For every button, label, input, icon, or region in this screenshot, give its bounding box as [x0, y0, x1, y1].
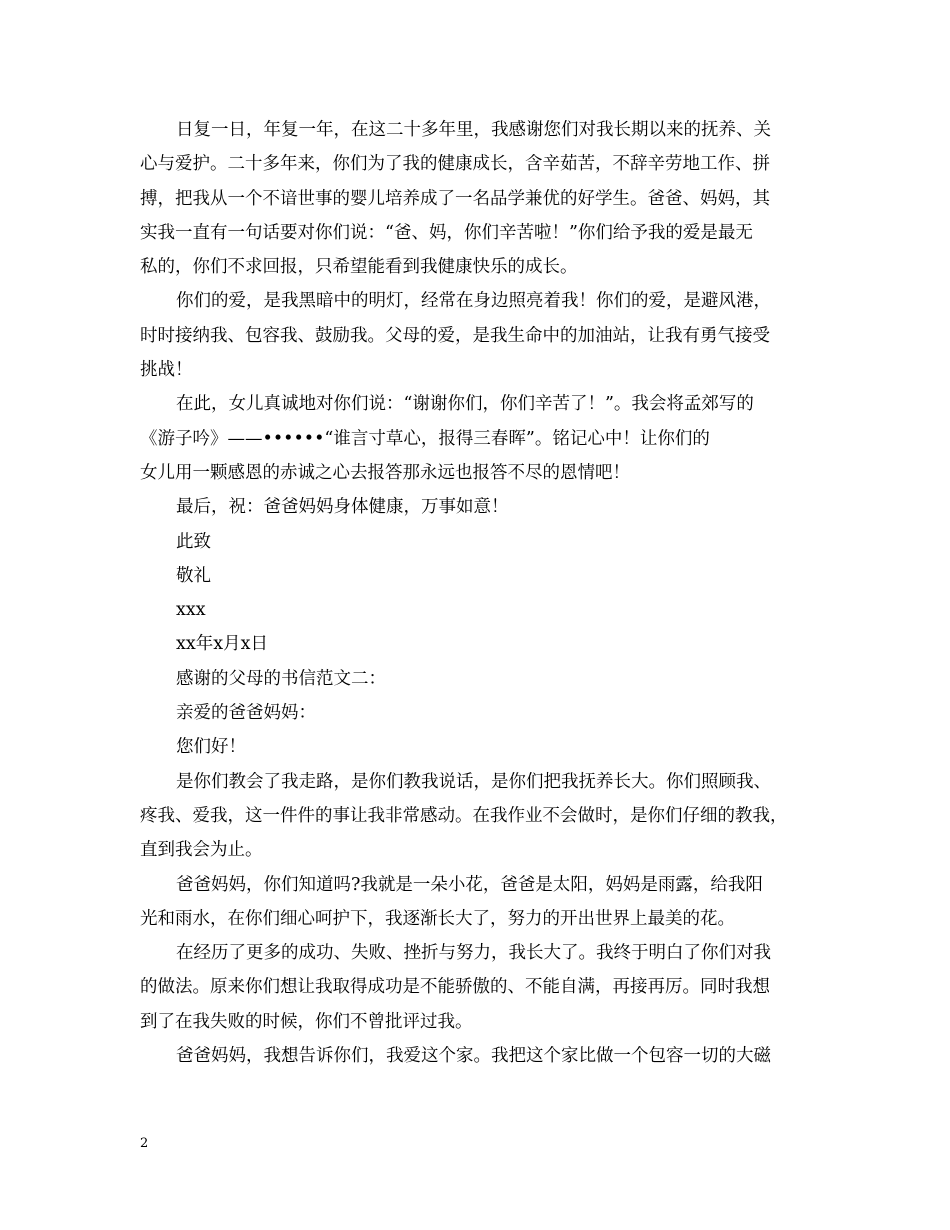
text-line: 你们的爱，是我黑暗中的明灯，经常在身边照亮着我！你们的爱，是避风港， [176, 291, 771, 312]
text-line: 搏，把我从一个不谙世事的婴儿培养成了一名品学兼优的好学生。爸爸、妈妈，其 [140, 188, 770, 209]
text-line: xx年x月x日 [176, 634, 268, 655]
text-line: 是你们教会了我走路，是你们教我说话，是你们把我抚养长大。你们照顾我、 [176, 771, 771, 792]
text-line: 在经历了更多的成功、失败、挫折与努力，我长大了。我终于明白了你们对我 [176, 943, 771, 964]
text-line: 日复一日，年复一年，在这二十多年里，我感谢您们对我长期以来的抚养、关 [176, 120, 771, 140]
text-line: 《游子吟》——••••••“谁言寸草心，报得三春晖”。铭记心中！让你们的 [140, 428, 710, 449]
text-line: 爸爸妈妈，我想告诉你们，我爱这个家。我把这个家比做一个包容一切的大磁 [176, 1046, 771, 1067]
text-line: 亲爱的爸爸妈妈： [176, 703, 316, 724]
text-line: 心与爱护。二十多年来，你们为了我的健康成长，含辛茹苦，不辞辛劳地工作、拼 [140, 154, 770, 175]
text-line: 挑战！ [140, 360, 193, 381]
text-line: 的做法。原来你们想让我取得成功是不能骄傲的、不能自满，再接再厉。同时我想 [140, 977, 770, 998]
text-line: 私的，你们不求回报，只希望能看到我健康快乐的成长。 [140, 257, 578, 278]
text-line: 实我一直有一句话要对你们说：“爸、妈，你们辛苦啦！”你们给予我的爱是最无 [140, 222, 753, 243]
text-line: 此致 [176, 531, 211, 552]
text-line: 疼我、爱我，这一件件的事让我非常感动。在我作业不会做时，是你们仔细的教我， [140, 805, 788, 826]
text-line: 到了在我失败的时候，你们不曾批评过我。 [140, 1011, 473, 1032]
page-number: 2 [140, 1136, 149, 1151]
text-line: 您们好！ [176, 737, 246, 758]
text-line: 光和雨水，在你们细心呵护下，我逐渐长大了，努力的开出世界上最美的花。 [140, 908, 735, 929]
text-line: 敬礼 [176, 565, 211, 586]
letter-body [140, 113, 812, 1073]
text-line: 最后，祝：爸爸妈妈身体健康，万事如意！ [176, 497, 509, 518]
text-line: 女儿用一颗感恩的赤诚之心去报答那永远也报答不尽的恩情吧！ [140, 462, 630, 483]
text-line: 时时接纳我、包容我、鼓励我。父母的爱，是我生命中的加油站，让我有勇气接受 [140, 325, 770, 346]
text-line: 在此，女儿真诚地对你们说：“谢谢你们，你们辛苦了！”。我会将孟郊写的 [176, 394, 754, 415]
text-line: xxx [176, 600, 206, 621]
text-line: 直到我会为止。 [140, 840, 263, 861]
text-line: 感谢的父母的书信范文二： [176, 668, 386, 689]
text-line: 爸爸妈妈，你们知道吗?我就是一朵小花，爸爸是太阳，妈妈是雨露，给我阳 [176, 874, 763, 895]
